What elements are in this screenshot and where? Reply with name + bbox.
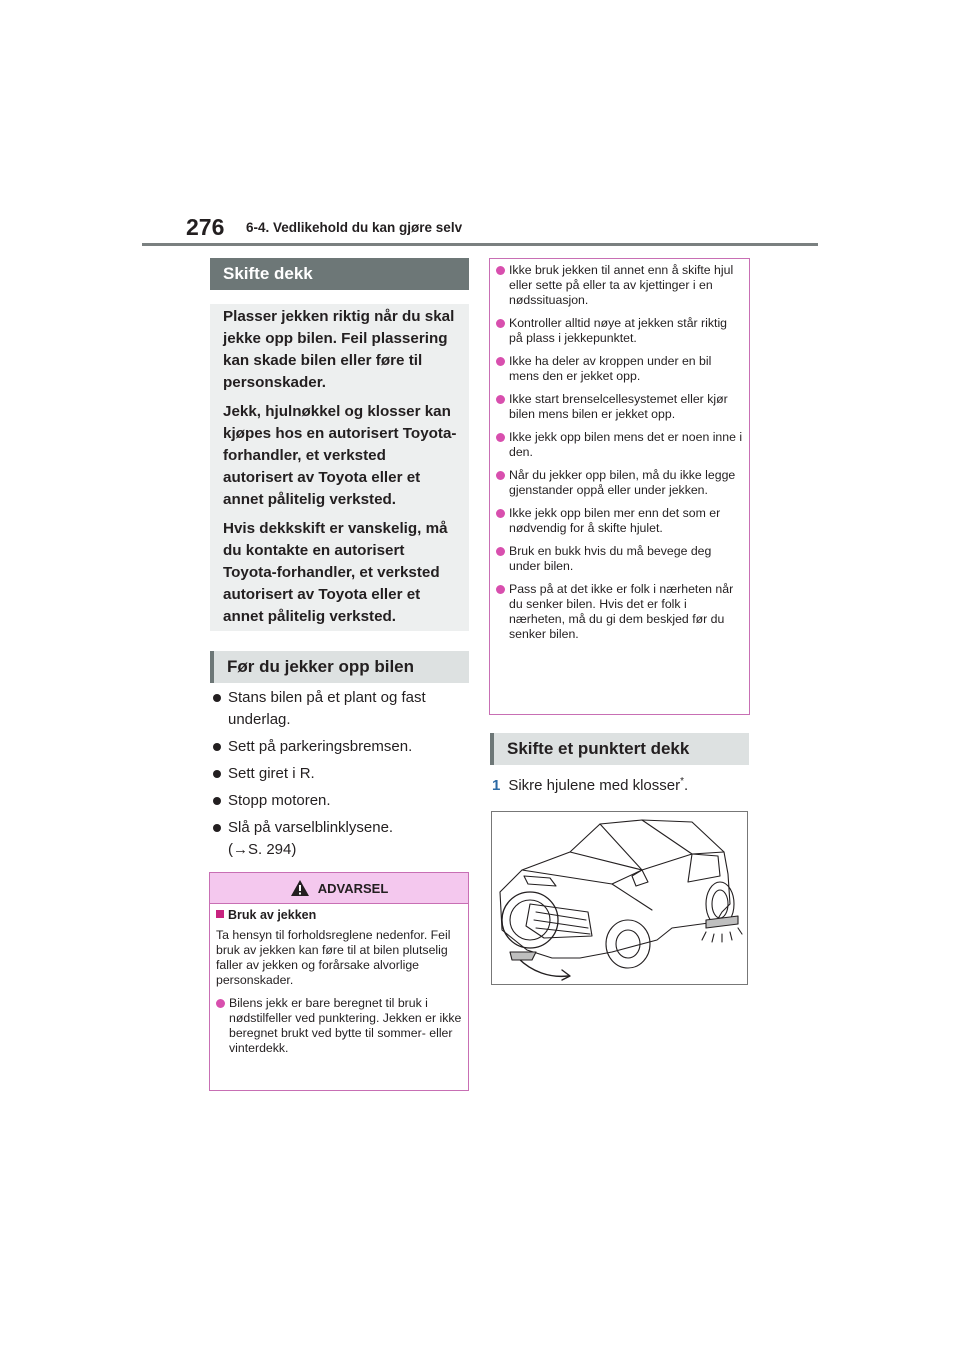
warning-item: Ikke jekk opp bilen mens det er noen inne i den.: [496, 430, 743, 460]
warning-item: Pass på at det ikke er folk i nærheten når du senker bilen. Hvis det er folk i nærheten, må du gi dem beskjed før du senker bilen.: [496, 582, 743, 642]
warning-item: Når du jekker opp bilen, må du ikke legge gjenstander oppå eller under jekken.: [496, 468, 743, 498]
warning-item: Bilens jekk er bare beregnet til bruk i nødstilfeller ved punktering. Jekken er ikke beregnet brukt ved bytte til sommer- eller vinterdekk.: [216, 996, 462, 1056]
bullet-icon: [496, 471, 505, 480]
section-label: 6-4. Vedlikehold du kan gjøre selv: [246, 220, 463, 235]
section-title-before-jacking: Før du jekker opp bilen: [210, 651, 469, 683]
bullet-icon: [213, 694, 221, 702]
warning-item: Kontroller alltid nøye at jekken står riktig på plass i jekkepunktet.: [496, 316, 743, 346]
bullet-icon: [496, 509, 505, 518]
bullet-icon: [213, 824, 221, 832]
intro-box: [210, 304, 469, 631]
bullet-icon: [496, 319, 505, 328]
warning-item: Ikke ha deler av kroppen under en bil mens den er jekket opp.: [496, 354, 743, 384]
bullet-icon: [496, 357, 505, 366]
warning-header: [210, 873, 468, 904]
car-illustration-icon: [492, 812, 747, 984]
intro-paragraph: Jekk, hjulnøkkel og klosser kan kjøpes hos en autorisert Toyota-forhandler, et verksted autorisert av Toyota eller et annet pålitelig verksted.: [223, 403, 457, 508]
intro-paragraph: Plasser jekken riktig når du skal jekke opp bilen. Feil plassering kan skade bilen eller føre til personskader.: [223, 308, 455, 391]
bullet-icon: [213, 797, 221, 805]
warning-item: Ikke jekk opp bilen mer enn det som er nødvendig for å skifte hjulet.: [496, 506, 743, 536]
section-title-tire-change: Skifte dekk: [210, 258, 469, 290]
bullet-icon: [496, 395, 505, 404]
bullet-icon: [496, 585, 505, 594]
list-item: Sett på parkeringsbremsen.: [212, 736, 472, 758]
list-item: Stopp motoren.: [212, 790, 472, 812]
step-number: 1: [492, 777, 501, 794]
warning-triangle-icon: [290, 879, 310, 897]
page-reference: (→S. 294): [228, 841, 297, 858]
warning-subtitle: Bruk av jekken: [216, 907, 462, 923]
list-item: Stans bilen på et plant og fast underlag.: [212, 687, 472, 731]
footnote-marker: *: [680, 776, 684, 787]
warning-box: [209, 872, 469, 1091]
preparation-list: [212, 687, 472, 866]
bullet-icon: [496, 266, 505, 275]
warning-item: Ikke start brenselcellesystemet eller kjør bilen mens bilen er jekket opp.: [496, 392, 743, 422]
bullet-icon: [216, 999, 225, 1008]
square-bullet-icon: [216, 910, 224, 918]
bullet-icon: [213, 743, 221, 751]
warning-item: Bruk en bukk hvis du må bevege deg under bilen.: [496, 544, 743, 574]
bullet-icon: [213, 770, 221, 778]
warning-item: Ikke bruk jekken til annet enn å skifte hjul eller sette på eller ta av kjettinger i en nødssituasjon.: [496, 263, 743, 308]
step-1: 1 Sikre hjulene med klosser*.: [492, 776, 689, 794]
header-rule: [142, 243, 818, 246]
list-item: Slå på varselblinklysene. (→S. 294): [212, 817, 472, 861]
bullet-icon: [496, 433, 505, 442]
page-number: 276: [186, 214, 225, 240]
warning-text: Ta hensyn til forholdsreglene nedenfor. Feil bruk av jekken kan føre til at bilen plutselig faller av jekken og forårsake alvorlige personskader.: [216, 928, 451, 987]
bullet-icon: [496, 547, 505, 556]
step-text: Sikre hjulene med klosser: [508, 777, 681, 794]
car-chock-illustration: [491, 811, 748, 985]
section-title-puncture: Skifte et punktert dekk: [490, 733, 749, 765]
list-item: Sett giret i R.: [212, 763, 472, 785]
warning-continued-box: [489, 258, 750, 715]
warning-label: ADVARSEL: [317, 880, 389, 896]
intro-paragraph: Hvis dekkskift er vanskelig, må du kontakte en autorisert Toyota-forhandler, et verksted autorisert av Toyota eller et annet pålitelig verksted.: [223, 520, 448, 625]
